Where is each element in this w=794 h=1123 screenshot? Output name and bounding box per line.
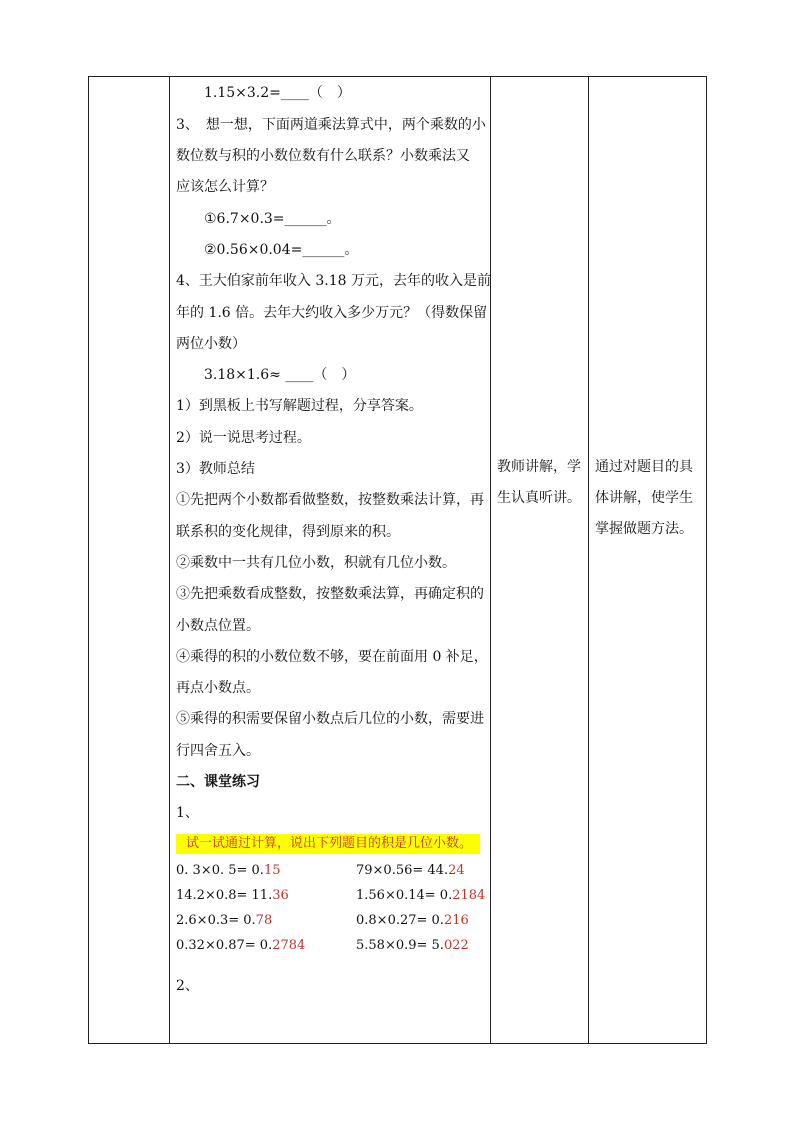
practice-equation: 79×0.56= 44.24 (356, 863, 465, 878)
design-intent-line: 通过对题目的具 (595, 459, 693, 475)
practice-equation: 1.56×0.14= 0.2184 (356, 888, 486, 903)
practice-banner: 试一试通过计算，说出下列题目的积是几位小数。 (176, 834, 480, 854)
practice-equation: 2.6×0.3= 0.78 (176, 913, 273, 928)
summary-line: ②乘数中一共有几位小数，积就有几位小数。 (176, 555, 456, 571)
practice-equation: 0.8×0.27= 0.216 (356, 913, 469, 928)
main-content-column (170, 77, 572, 1043)
question-line: 应该怎么计算？ (176, 179, 274, 195)
teacher-activity-line: 教师讲解，学 (497, 459, 581, 475)
item-number: 1、 (176, 805, 199, 821)
summary-line: 小数点位置。 (176, 618, 260, 634)
step-line: 1）到黑板上书写解题过程，分享答案。 (176, 398, 423, 414)
column-divider (588, 77, 589, 1043)
question-line: 4、王大伯家前年收入 3.18 万元，去年的收入是前 (176, 273, 491, 289)
item-number: 2、 (176, 978, 199, 994)
practice-panel (170, 830, 572, 960)
exercise-line: 3.18×1.6≈ ____（ ） (204, 367, 356, 383)
exercise-line: 1.15×3.2=____（ ） (204, 85, 351, 101)
practice-equation: 0. 3×0. 5= 0.15 (176, 863, 281, 878)
summary-line: ④乘得的积的小数位数不够，要在前面用 0 补足， (176, 649, 488, 665)
exercise-line: ②0.56×0.04=______。 (204, 242, 359, 258)
design-intent-cell (595, 452, 693, 545)
question-line: 3、 想一想，下面两道乘法算式中，两个乘数的小 (176, 117, 486, 133)
summary-line: ⑤乘得的积需要保留小数点后几位的小数，需要进 (176, 711, 484, 727)
lesson-table (88, 76, 707, 1044)
summary-line: 再点小数点。 (176, 680, 260, 696)
question-line: 年的 1.6 倍。去年大约收入多少万元？（得数保留 (176, 305, 488, 321)
design-intent-line: 体讲解，使学生 (595, 490, 693, 506)
summary-line: 联系积的变化规律，得到原来的积。 (176, 524, 400, 540)
teacher-activity-cell (497, 452, 581, 514)
exercise-line: ①6.7×0.3=______。 (204, 211, 341, 227)
step-line: 3）教师总结 (176, 461, 255, 477)
design-intent-line: 掌握做题方法。 (595, 521, 693, 537)
question-line: 数位数与积的小数位数有什么联系？小数乘法又 (176, 148, 470, 164)
summary-line: ③先把乘数看成整数，按整数乘法算，再确定积的 (176, 586, 484, 602)
summary-line: 行四舍五入。 (176, 743, 260, 759)
question-line: 两位小数） (176, 336, 246, 352)
summary-line: ①先把两个小数都看做整数，按整数乘法计算，再 (176, 492, 484, 508)
step-line: 2）说一说思考过程。 (176, 430, 311, 446)
practice-equation: 0.32×0.87= 0.2784 (176, 938, 306, 953)
section-heading: 二、课堂练习 (176, 774, 260, 790)
practice-equation: 5.58×0.9= 5.022 (356, 938, 469, 953)
practice-equation: 14.2×0.8= 11.36 (176, 888, 289, 903)
teacher-activity-line: 生认真听讲。 (497, 490, 581, 506)
